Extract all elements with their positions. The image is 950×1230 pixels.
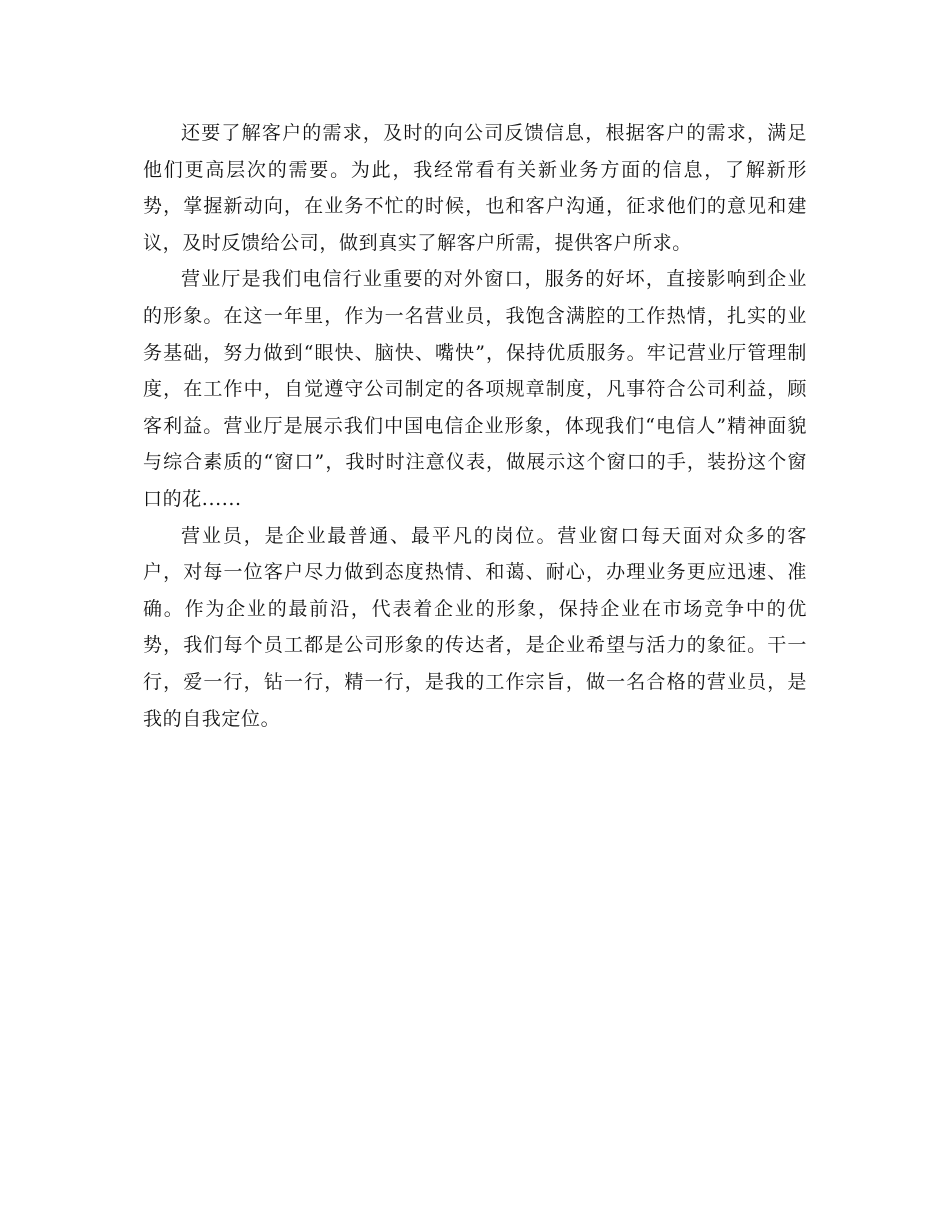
paragraph-1: 还要了解客户的需求，及时的向公司反馈信息，根据客户的需求，满足他们更高层次的需要。为此，我经常看有关新业务方面的信息，了解新形势，掌握新动向，在业务不忙的时候，也和客户沟通，征求他们的意见和建议，及时反馈给公司，做到真实了解客户所需，提供客户所求。 bbox=[143, 122, 807, 254]
document-body bbox=[143, 115, 807, 737]
paragraph-2: 营业厅是我们电信行业重要的对外窗口，服务的好坏，直接影响到企业的形象。在这一年里，作为一名营业员，我饱含满腔的工作热情，扎实的业务基础，努力做到“眼快、脑快、嘴快”，保持优质服务。牢记营业厅管理制度，在工作中，自觉遵守公司制定的各项规章制度，凡事符合公司利益，顾客利益。营业厅是展示我们中国电信企业形象，体现我们“电信人”精神面貌与综合素质的“窗口”，我时时注意仪表，做展示这个窗口的手，装扮这个窗口的花...... bbox=[143, 268, 807, 510]
paragraph-3: 营业员，是企业最普通、最平凡的岗位。营业窗口每天面对众多的客户，对每一位客户尽力做到态度热情、和蔼、耐心，办理业务更应迅速、准确。作为企业的最前沿，代表着企业的形象，保持企业在市场竞争中的优势，我们每个员工都是公司形象的传达者，是企业希望与活力的象征。干一行，爱一行，钻一行，精一行，是我的工作宗旨，做一名合格的营业员，是我的自我定位。 bbox=[143, 524, 807, 730]
